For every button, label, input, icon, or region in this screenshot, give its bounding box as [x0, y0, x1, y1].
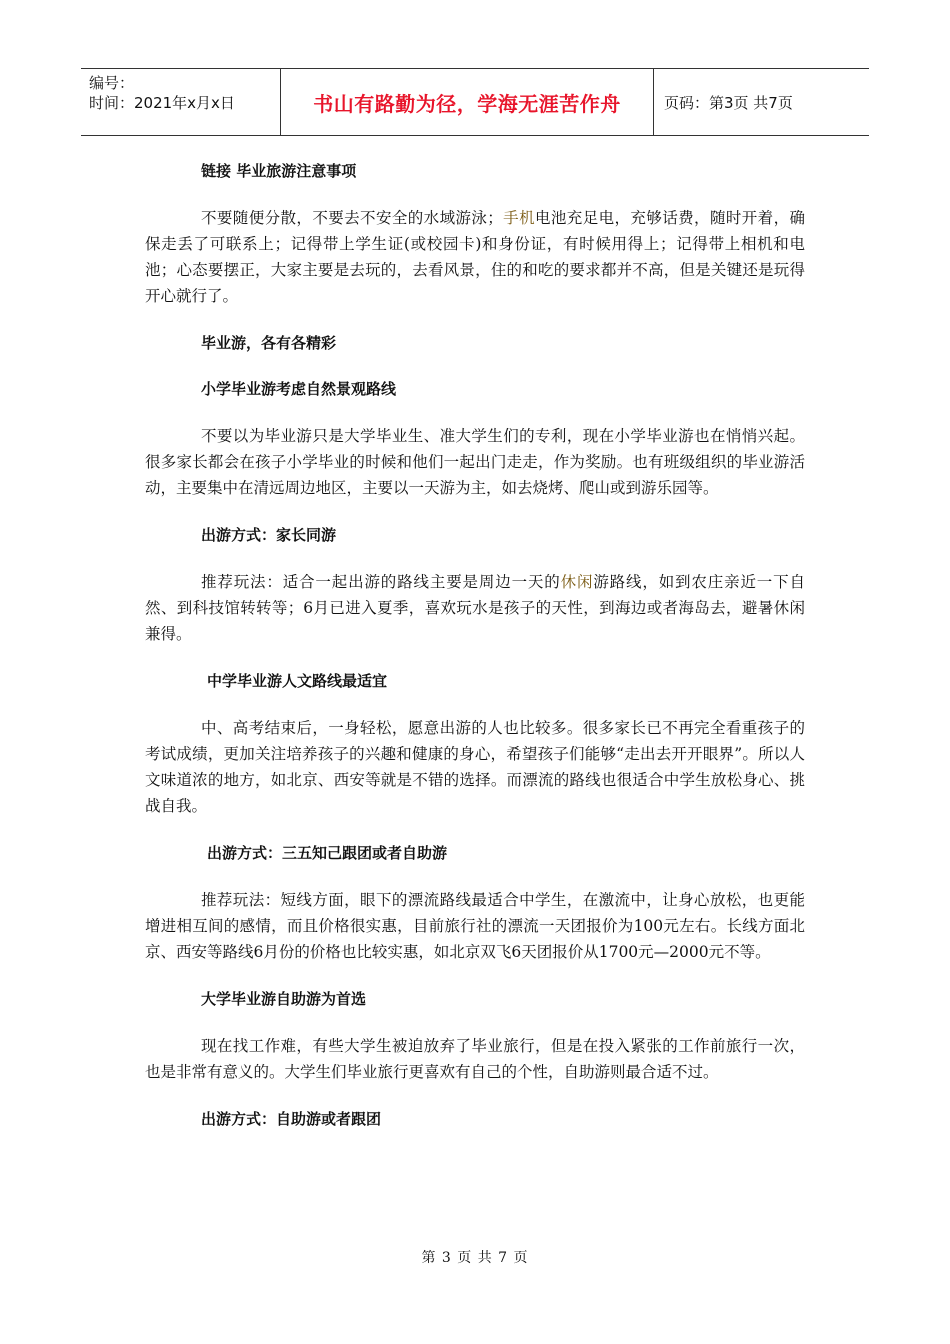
- paragraph: [145, 569, 805, 647]
- header-left-cell: [81, 69, 281, 135]
- paragraph-text: 不要随便分散，不要去不安全的水域游泳；: [201, 209, 503, 227]
- number-label: 编号：: [89, 74, 135, 92]
- link-leisure[interactable]: 休闲: [560, 573, 594, 591]
- section-heading: 链接 毕业旅游注意事项: [201, 162, 357, 180]
- page-info: 页码：第3页 共7页: [664, 93, 793, 112]
- section-heading: 中学毕业游人文路线最适宜: [207, 672, 388, 690]
- paragraph: 不要以为毕业游只是大学毕业生、准大学生们的专利，现在小学毕业游也在悄悄兴起。很多家长都会在孩子小学毕业的时候和他们一起出门走走，作为奖励。也有班级组织的毕业游活动，主要集中在清远周边地区，主要以一天游为主，如去烧烤、爬山或到游乐园等。: [145, 427, 805, 497]
- paragraph: 中、高考结束后，一身轻松，愿意出游的人也比较多。很多家长已不再完全看重孩子的考试成绩，更加关注培养孩子的兴趣和健康的身心，希望孩子们能够“走出去开开眼界”。所以人文味道浓的地方，如北京、西安等就是不错的选择。而漂流的路线也很适合中学生放松身心、挑战自我。: [145, 719, 805, 815]
- paragraph: [145, 205, 805, 309]
- paragraph-text: 推荐玩法：适合一起出游的路线主要是周边一天的: [201, 573, 561, 591]
- section-heading: 大学毕业游自助游为首选: [201, 990, 367, 1008]
- section-heading: 小学毕业游考虑自然景观路线: [201, 380, 397, 398]
- link-phone[interactable]: 手机: [502, 209, 535, 227]
- section-heading: 出游方式：自助游或者跟团: [201, 1110, 382, 1128]
- section-heading: 毕业游，各有各精彩: [201, 334, 337, 352]
- paragraph-text: 游路线，如到农庄亲近一下自然、到科技馆转转等；6月已进入夏季，喜欢玩水是孩子的天性，到海边或者海岛去，避暑休闲兼得。: [145, 573, 805, 643]
- date-label: 时间：2021年x月x日: [89, 94, 235, 112]
- section-heading: 出游方式：家长同游: [201, 526, 337, 544]
- header-table: [81, 68, 869, 136]
- section-heading: 出游方式：三五知己跟团或者自助游: [207, 844, 448, 862]
- document-body: [145, 158, 805, 1132]
- page-footer: 第 3 页 共 7 页: [421, 1250, 529, 1266]
- paragraph: 推荐玩法：短线方面，眼下的漂流路线最适合中学生，在激流中，让身心放松，也更能增进相互间的感情，而且价格很实惠，目前旅行社的漂流一天团报价为100元左右。长线方面北京、西安等路线6月份的价格也比较实惠，如北京双飞6天团报价从1700元—2000元不等。: [145, 891, 805, 961]
- paragraph: 现在找工作难，有些大学生被迫放弃了毕业旅行，但是在投入紧张的工作前旅行一次，也是非常有意义的。大学生们毕业旅行更喜欢有自己的个性，自助游则最合适不过。: [145, 1037, 805, 1081]
- paragraph-text: 电池充足电，充够话费，随时开着，确保走丢了可联系上；记得带上学生证(或校园卡)和身份证，有时候用得上；记得带上相机和电池；心态要摆正，大家主要是去玩的，去看风景，住的和吃的要求都并不高，但是关键还是玩得开心就行了。: [145, 209, 805, 305]
- motto: 书山有路勤为径，学海无涯苦作舟: [281, 69, 654, 135]
